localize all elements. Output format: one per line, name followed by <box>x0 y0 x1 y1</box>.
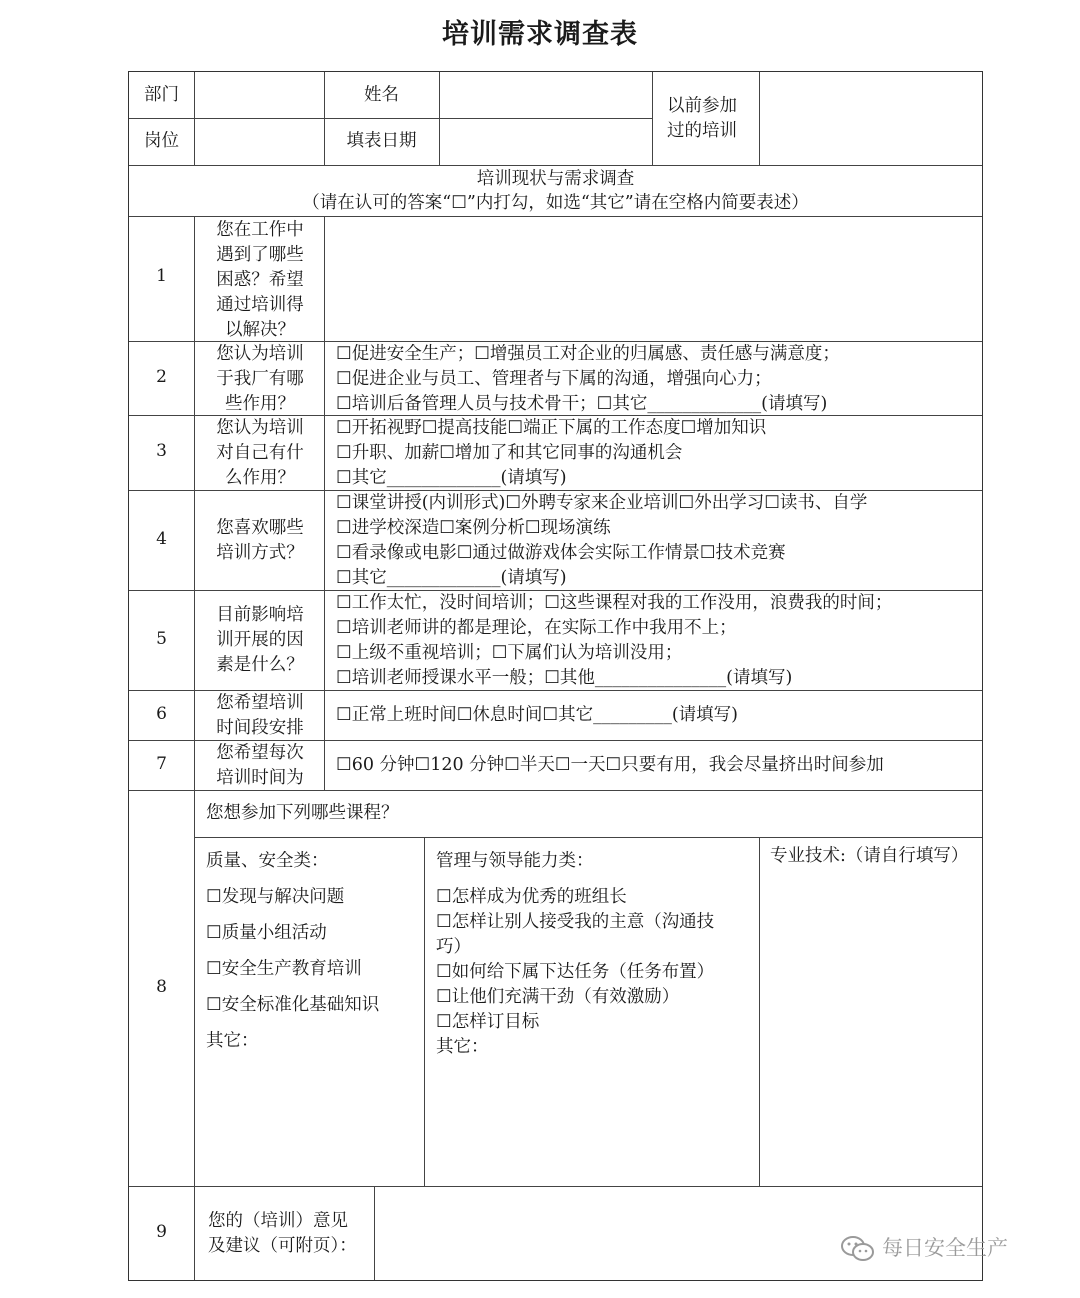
technical-heading: 专业技术:（请自行填写） <box>770 846 969 866</box>
question-text: 您希望培训 时间段安排 <box>216 693 304 738</box>
course-option-wrap: 巧） <box>436 937 471 957</box>
fill-date-label: 填表日期 <box>346 131 417 151</box>
q9-question: 您的（培训）意见 <box>208 1211 348 1231</box>
option-line[interactable]: ☐进学校深造☐案例分析☐现场演练 <box>336 518 611 538</box>
name-field[interactable] <box>440 72 651 117</box>
question-text: 您希望每次 培训时间为 <box>216 743 304 788</box>
option-line[interactable]: ☐培训后备管理人员与技术骨干；☐其它_____________(请填写) <box>336 394 828 414</box>
wechat-icon <box>840 1235 876 1263</box>
name-label: 姓名 <box>364 85 399 105</box>
management-heading: 管理与领导能力类： <box>436 851 594 871</box>
quality-other-label: 其它： <box>206 1031 259 1051</box>
col-divider <box>194 216 195 1280</box>
course-option[interactable]: ☐如何给下属下达任务（任务布置） <box>436 962 715 982</box>
survey-form <box>128 71 983 1281</box>
question-number: 5 <box>156 629 167 649</box>
option-line[interactable]: ☐正常上班时间☐休息时间☐其它_________(请填写) <box>336 705 738 725</box>
watermark-text: 每日安全生产 <box>882 1236 1008 1260</box>
page-title: 培训需求调查表 <box>442 19 638 50</box>
position-field[interactable] <box>195 119 323 165</box>
prior-training-field[interactable] <box>760 72 982 165</box>
q8-prompt: 您想参加下列哪些课程？ <box>206 803 399 823</box>
option-line[interactable]: ☐上级不重视培训；☐下属们认为培训没用； <box>336 643 683 663</box>
row-divider <box>129 165 982 166</box>
fill-date-field[interactable] <box>440 119 651 165</box>
course-option[interactable]: ☐安全生产教育培训 <box>206 959 362 979</box>
option-line[interactable]: ☐促进安全生产；☐增强员工对企业的归属感、责任感与满意度； <box>336 344 840 364</box>
option-line[interactable]: ☐升职、加薪☐增加了和其它同事的沟通机会 <box>336 443 683 463</box>
option-line[interactable]: ☐培训老师授课水平一般；☐其他_______________(请填写) <box>336 668 793 688</box>
question-number: 7 <box>156 754 167 774</box>
row-divider <box>194 837 982 838</box>
quality-heading: 质量、安全类： <box>206 851 329 871</box>
question-number: 6 <box>156 704 167 724</box>
question-text: 您在工作中 遇到了哪些 困惑？希望 通过培训得 以解决？ <box>216 220 304 340</box>
option-line[interactable]: ☐促进企业与员工、管理者与下属的沟通，增强向心力； <box>336 369 772 389</box>
course-option[interactable]: ☐质量小组活动 <box>206 923 327 943</box>
course-option[interactable]: ☐让他们充满干劲（有效激励） <box>436 987 680 1007</box>
question-text: 您喜欢哪些 培训方式？ <box>216 518 304 563</box>
question-text: 目前影响培 训开展的因 素是什么？ <box>216 605 304 675</box>
course-option[interactable]: ☐怎样订目标 <box>436 1012 540 1032</box>
question-number: 9 <box>156 1222 167 1242</box>
col-divider <box>759 837 760 1186</box>
question-number: 2 <box>156 367 167 387</box>
course-option[interactable]: ☐发现与解决问题 <box>206 887 345 907</box>
option-line[interactable]: ☐其它_____________(请填写) <box>336 468 567 488</box>
q1-answer-field[interactable] <box>326 217 981 340</box>
option-line[interactable]: ☐看录像或电影☐通过做游戏体会实际工作情景☐技术竞赛 <box>336 543 786 563</box>
q9-question: 及建议（可附页）： <box>208 1236 357 1256</box>
option-line[interactable]: ☐工作太忙，没时间培训；☐这些课程对我的工作没用，浪费我的时间； <box>336 593 893 613</box>
prior-training-label: 过的培训 <box>667 121 737 141</box>
position-label: 岗位 <box>144 131 179 151</box>
question-text: 您认为培训 对自己有什 么作用？ <box>216 418 304 488</box>
section-title: 培训现状与需求调查 <box>476 169 635 189</box>
question-number: 1 <box>156 266 167 286</box>
col-divider <box>652 72 653 165</box>
course-option[interactable]: ☐安全标准化基础知识 <box>206 995 380 1015</box>
question-text: 您认为培训 于我厂有哪 些作用？ <box>216 344 304 414</box>
option-line[interactable]: ☐开拓视野☐提高技能☐端正下属的工作态度☐增加知识 <box>336 418 767 438</box>
management-other-label: 其它： <box>436 1037 489 1057</box>
watermark <box>840 1232 1008 1263</box>
course-option[interactable]: ☐怎样让别人接受我的主意（沟通技 <box>436 912 715 932</box>
col-divider <box>324 216 325 790</box>
prior-training-label: 以前参加 <box>667 96 737 116</box>
question-number: 3 <box>156 441 167 461</box>
question-number: 4 <box>156 529 167 549</box>
department-label: 部门 <box>144 85 179 105</box>
option-line[interactable]: ☐其它_____________(请填写) <box>336 568 567 588</box>
option-line[interactable]: ☐培训老师讲的都是理论，在实际工作中我用不上； <box>336 618 737 638</box>
course-option[interactable]: ☐怎样成为优秀的班组长 <box>436 887 627 907</box>
department-field[interactable] <box>195 72 323 117</box>
section-instruction: （请在认可的答案“☐”内打勾，如选“其它”请在空格内简要表述） <box>302 193 809 213</box>
option-line[interactable]: ☐课堂讲授(内训形式)☐外聘专家来企业培训☐外出学习☐读书、自学 <box>336 493 868 513</box>
col-divider <box>424 837 425 1186</box>
option-line[interactable]: ☐60 分钟☐120 分钟☐半天☐一天☐只要有用，我会尽量挤出时间参加 <box>336 755 884 775</box>
col-divider <box>374 1186 375 1280</box>
question-number: 8 <box>156 977 167 997</box>
